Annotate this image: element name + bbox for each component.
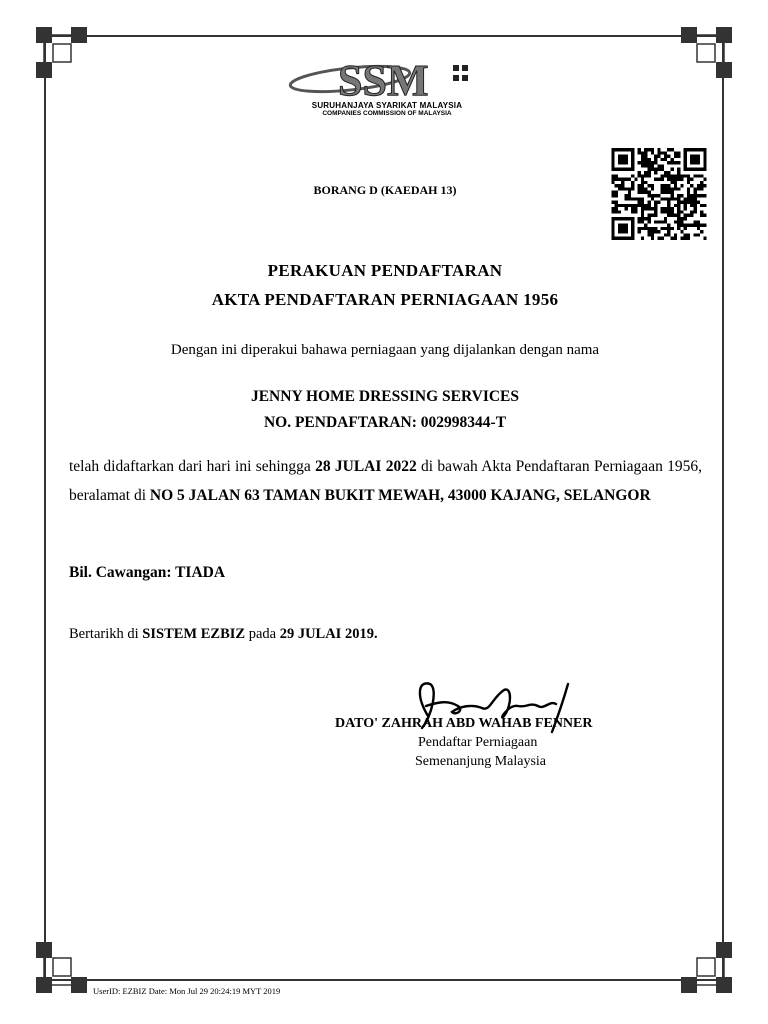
branch-count: Bil. Cawangan: TIADA	[69, 564, 226, 581]
footer-user-date: UserID: EZBIZ Date: Mon Jul 29 20:24:19 MYT 2019	[93, 986, 281, 996]
dated-date: 29 JULAI 2019	[279, 626, 374, 642]
svg-text:SSM: SSM	[338, 56, 429, 105]
handwritten-signature	[408, 676, 588, 742]
registration-number: NO. PENDAFTARAN: 002998344-T	[263, 414, 507, 431]
corner-ornament-icon	[675, 24, 735, 84]
signatory-region: Semenanjung Malaysia	[415, 754, 547, 769]
signatory-role: Pendaftar Perniagaan	[418, 735, 538, 750]
logo-name-english: COMPANIES COMMISSION OF MALAYSIA	[322, 110, 452, 117]
dated-suffix: .	[373, 626, 378, 642]
signatory-name: DATO' ZAHRAH ABD WAHAB FENNER	[335, 716, 593, 731]
corner-ornament-icon	[33, 936, 93, 996]
corner-ornament-icon	[33, 24, 93, 84]
business-address: NO 5 JALAN 63 TAMAN BUKIT MEWAH, 43000 KAJANG, SELANGOR	[149, 487, 651, 504]
statement-text: telah didaftarkan dari hari ini sehingga	[69, 458, 316, 475]
registration-statement	[69, 452, 702, 510]
form-reference: BORANG D (KAEDAH 13)	[313, 183, 457, 197]
certificate-act-title: AKTA PENDAFTARAN PERNIAGAAN 1956	[211, 290, 559, 309]
qr-code-icon	[611, 148, 707, 240]
business-name: JENNY HOME DRESSING SERVICES	[250, 388, 520, 405]
certificate-intro: Dengan ini diperakui bahawa perniagaan yang dijalankan dengan nama	[170, 342, 600, 358]
dated-prefix: Bertarikh di	[69, 626, 143, 642]
certificate-title: PERAKUAN PENDAFTARAN	[267, 261, 503, 280]
logo-name-malay: SURUHANJAYA SYARIKAT MALAYSIA	[311, 101, 463, 110]
dated-system: SISTEM EZBIZ	[142, 626, 246, 642]
statement-text: di bawah Akta Pendaftaran Perniagaan 1956, beralamat di	[69, 458, 702, 504]
dated-line	[69, 626, 378, 643]
dated-mid: pada	[245, 626, 280, 642]
corner-ornament-icon	[675, 936, 735, 996]
expiry-date: 28 JULAI 2022	[315, 458, 417, 475]
